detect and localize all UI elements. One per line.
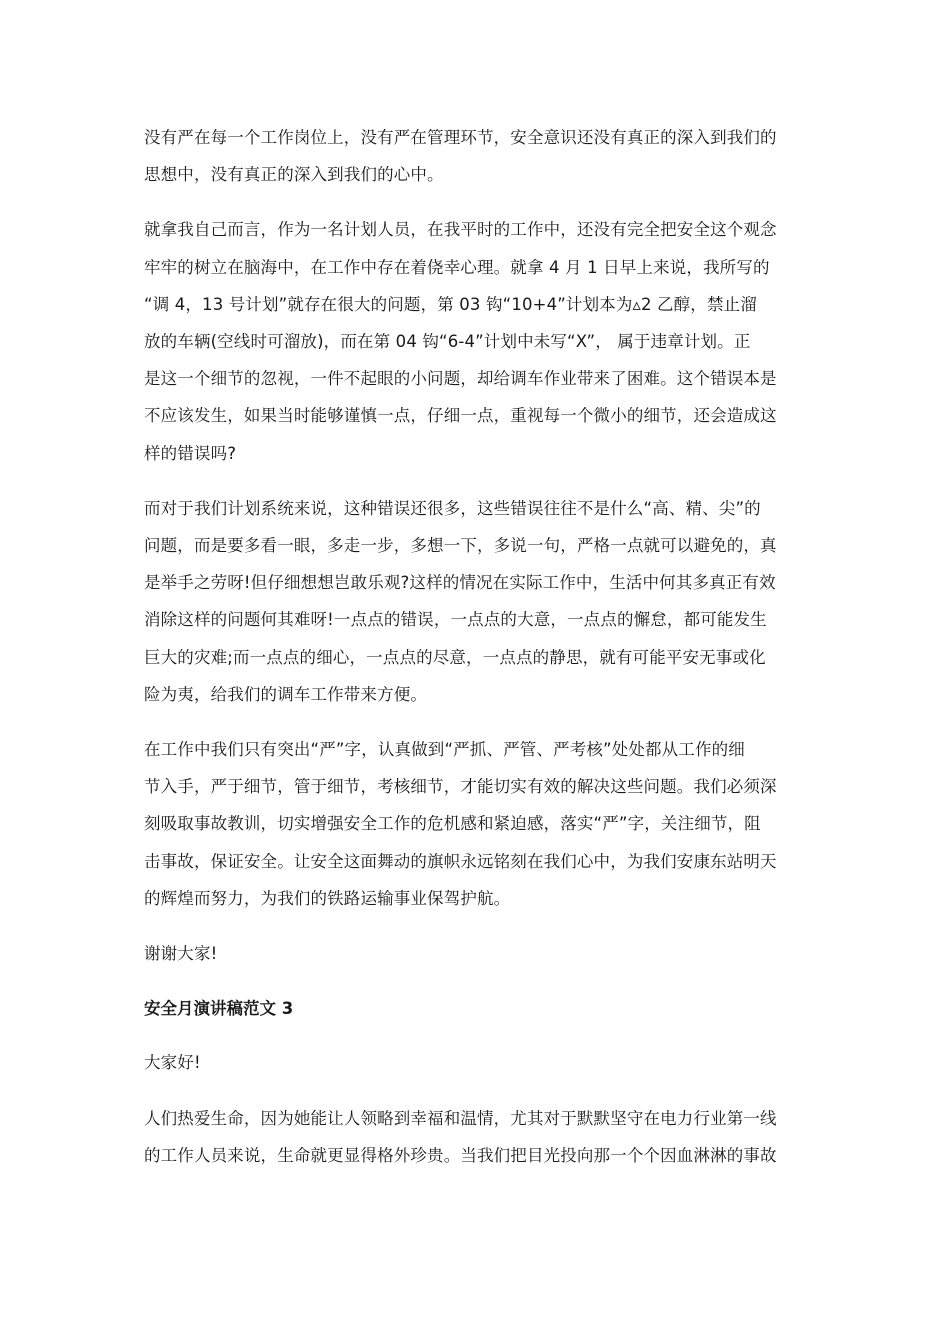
paragraph-love-of-life: 人们热爱生命，因为她能让人领略到幸福和温情，尤其对于默默坚守在电力行业第一线 的工作人员来说，生命就更显得格外珍贵。当我们把目光投向那一个个因血淋淋的事故 [144,1108,777,1165]
paragraph-greeting: 大家好! [144,1053,201,1073]
paragraph-thanks: 谢谢大家! [144,944,218,964]
section-heading: 安全月演讲稿范文 3 [144,999,294,1019]
paragraph-strict-management: 没有严在每一个工作岗位上，没有严在管理环节，安全意识还没有真正的深入到我们的 思想中，没有真正的深入到我们的心中。 [144,128,777,185]
document-body [144,119,808,1192]
paragraph-planning-errors: 而对于我们计划系统来说，这种错误还很多，这些错误往往不是什么“高、精、尖”的 问题，而是要多看一眼，多走一步，多想一下，多说一句，严格一点就可以避免的，真 是举手之劳呀!但仔细想想岂敢乐观?这样的情况在实际工作中，生活中何其多真正有效 消除这样的问题何其难呀!一点点的错误，一点点的大意，一点点的懈怠，都可能发生 巨大的灾难;而一点点的细心，一点点的尽意，一点点的静思，就有可能平安无事或化 险为夷，给我们的调车工作带来方便。 [144,498,777,704]
paragraph-personal-example: 就拿我自己而言，作为一名计划人员，在我平时的工作中，还没有完全把安全这个观念 牢牢的树立在脑海中，在工作中存在着侥幸心理。就拿 4 月 1 日早上来说，我所写的 “调 4，13 号计划”就存在很大的问题，第 03 钩“10+4”计划本为▵2 乙醇，禁止溜 放的车辆(空线时可溜放)，而在第 04 钩“6-4”计划中未写“X”， 属于违章计划。正 是这一个细节的忽视，一件不起眼的小问题，却给调车作业带来了困难。这个错误本是 不应该发生，如果当时能够谨慎一点，仔细一点，重视每一个微小的细节，还会造成这 样的错误吗? [144,220,777,463]
paragraph-emphasize-strictness: 在工作中我们只有突出“严”字，认真做到“严抓、严管、严考核”处处都从工作的细 节入手，严于细节，管于细节，考核细节，才能切实有效的解决这些问题。我们必须深 刻吸取事故教训，切实增强安全工作的危机感和紧迫感，落实“严”字，关注细节，阻 击事故，保证安全。让安全这面舞动的旗帜永远铭刻在我们心中，为我们安康东站明天 的辉煌而努力，为我们的铁路运输事业保驾护航。 [144,740,777,908]
